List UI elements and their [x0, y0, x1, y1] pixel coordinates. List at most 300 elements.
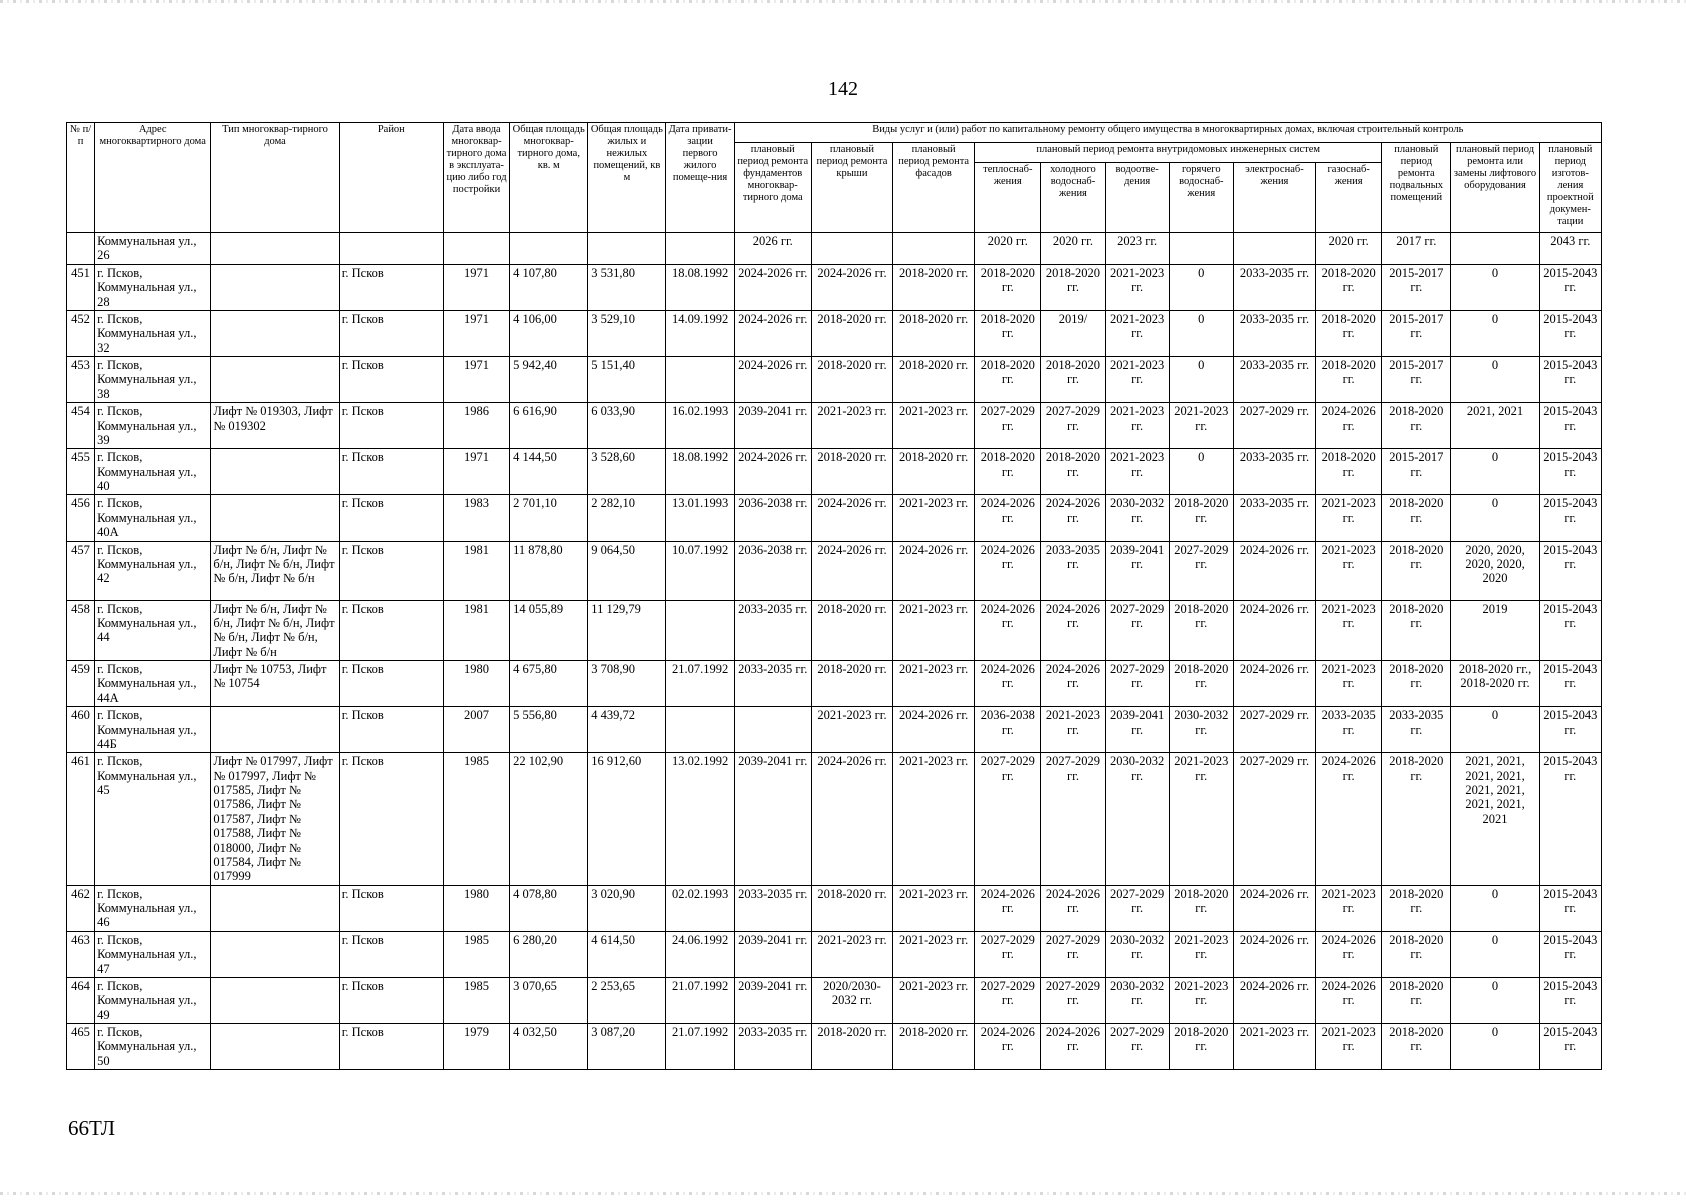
- cell-cold-water: 2027-2029 гг.: [1041, 931, 1105, 977]
- cell-design: 2015-2043 гг.: [1539, 264, 1601, 310]
- cell-foundation: 2033-2035 гг.: [734, 885, 811, 931]
- cell-facade: 2018-2020 гг.: [893, 449, 975, 495]
- cell-basement: 2018-2020 гг.: [1382, 753, 1451, 885]
- cell-gas: 2021-2023 гг.: [1316, 600, 1382, 661]
- header-drainage: водоотве-дения: [1105, 163, 1169, 233]
- cell-electric: 2024-2026 гг.: [1233, 661, 1315, 707]
- table-row: [67, 357, 1602, 403]
- cell-total-area: 4 675,80: [510, 661, 588, 707]
- cell-electric: 2033-2035 гг.: [1233, 495, 1315, 541]
- cell-design: 2015-2043 гг.: [1539, 753, 1601, 885]
- cell-num: 461: [67, 753, 95, 885]
- cell-hot-water: 2021-2023 гг.: [1169, 403, 1233, 449]
- cell-design: 2015-2043 гг.: [1539, 977, 1601, 1023]
- cell-foundation: 2036-2038 гг.: [734, 541, 811, 600]
- cell-design: 2015-2043 гг.: [1539, 661, 1601, 707]
- cell-living-area: 5 151,40: [588, 357, 666, 403]
- cell-living-area: 2 253,65: [588, 977, 666, 1023]
- table-row: [67, 885, 1602, 931]
- document-code: 66ТЛ: [68, 1116, 116, 1140]
- cell-year: 1979: [443, 1024, 509, 1070]
- cell-elevator: 2021, 2021, 2021, 2021, 2021, 2021, 2021, 2021, 2021: [1451, 753, 1539, 885]
- cell-hot-water: 2018-2020 гг.: [1169, 600, 1233, 661]
- cell-priv-date: 18.08.1992: [666, 264, 734, 310]
- cell-roof: 2024-2026 гг.: [811, 541, 892, 600]
- table-row: [67, 600, 1602, 661]
- cell-foundation: 2033-2035 гг.: [734, 1024, 811, 1070]
- header-design: плановый период изготов-ления проектной докумен-тации: [1539, 143, 1601, 233]
- cell-hot-water: 2030-2032 гг.: [1169, 707, 1233, 753]
- cell-address: г. Псков, Коммунальная ул., 32: [95, 310, 211, 356]
- header-services-group: Виды услуг и (или) работ по капитальному ремонту общего имущества в многоквартирных домах, включая строительный контроль: [734, 123, 1601, 143]
- cell-basement: 2018-2020 гг.: [1382, 403, 1451, 449]
- cell-num: 451: [67, 264, 95, 310]
- cell-gas: 2024-2026 гг.: [1316, 403, 1382, 449]
- cell-design: 2015-2043 гг.: [1539, 541, 1601, 600]
- cell-elevator: 0: [1451, 977, 1539, 1023]
- cell-foundation: 2039-2041 гг.: [734, 931, 811, 977]
- cell-foundation: 2033-2035 гг.: [734, 661, 811, 707]
- cell-drainage: 2030-2032 гг.: [1105, 931, 1169, 977]
- cell-gas: 2018-2020 гг.: [1316, 264, 1382, 310]
- header-living-area: Общая площадь жилых и нежилых помещений, кв м: [588, 123, 666, 233]
- cell-year: 1985: [443, 977, 509, 1023]
- cell-num: 459: [67, 661, 95, 707]
- cell-cold-water: 2024-2026 гг.: [1041, 885, 1105, 931]
- cell-facade: 2021-2023 гг.: [893, 977, 975, 1023]
- cell-type: Лифт № 017997, Лифт № 017997, Лифт № 017585, Лифт № 017586, Лифт № 017587, Лифт № 017588, Лифт № 018000, Лифт № 017584, Лифт № 017999: [211, 753, 339, 885]
- cell-year: 2007: [443, 707, 509, 753]
- cell-drainage: 2039-2041 гг.: [1105, 707, 1169, 753]
- cell-electric: 2033-2035 гг.: [1233, 357, 1315, 403]
- cell-hot-water: 0: [1169, 449, 1233, 495]
- cell-cold-water: 2024-2026 гг.: [1041, 661, 1105, 707]
- cell-type: Лифт № б/н, Лифт № б/н, Лифт № б/н, Лифт № б/н, Лифт № б/н: [211, 541, 339, 600]
- cell-heat: 2018-2020 гг.: [975, 264, 1041, 310]
- cell-priv-date: 21.07.1992: [666, 661, 734, 707]
- cell-basement: 2018-2020 гг.: [1382, 977, 1451, 1023]
- cell-num: 458: [67, 600, 95, 661]
- cell-type: [211, 1024, 339, 1070]
- cell-year: 1980: [443, 885, 509, 931]
- cell-electric: 2033-2035 гг.: [1233, 264, 1315, 310]
- cell-hot-water: 0: [1169, 310, 1233, 356]
- cell-heat: 2036-2038 гг.: [975, 707, 1041, 753]
- cell-elevator: 0: [1451, 264, 1539, 310]
- cell-hot-water: 2021-2023 гг.: [1169, 977, 1233, 1023]
- cell-basement: 2018-2020 гг.: [1382, 931, 1451, 977]
- cell-electric: [1233, 233, 1315, 265]
- cell-total-area: 22 102,90: [510, 753, 588, 885]
- header-total-area: Общая площадь многоквар-тирного дома, кв. м: [510, 123, 588, 233]
- header-electric: электроснаб-жения: [1233, 163, 1315, 233]
- cell-heat: 2024-2026 гг.: [975, 1024, 1041, 1070]
- cell-foundation: 2024-2026 гг.: [734, 310, 811, 356]
- cell-living-area: 4 439,72: [588, 707, 666, 753]
- header-gas: газоснаб-жения: [1316, 163, 1382, 233]
- cell-district: г. Псков: [339, 600, 443, 661]
- cell-foundation: 2024-2026 гг.: [734, 449, 811, 495]
- cell-year: 1985: [443, 753, 509, 885]
- cell-roof: 2024-2026 гг.: [811, 495, 892, 541]
- cell-roof: 2024-2026 гг.: [811, 264, 892, 310]
- capital-repair-table: [66, 122, 1602, 1070]
- cell-cold-water: 2024-2026 гг.: [1041, 495, 1105, 541]
- cell-roof: 2021-2023 гг.: [811, 707, 892, 753]
- cell-total-area: 4 144,50: [510, 449, 588, 495]
- cell-electric: 2027-2029 гг.: [1233, 403, 1315, 449]
- cell-cold-water: 2024-2026 гг.: [1041, 600, 1105, 661]
- cell-roof: 2018-2020 гг.: [811, 600, 892, 661]
- cell-living-area: 6 033,90: [588, 403, 666, 449]
- cell-hot-water: 2018-2020 гг.: [1169, 661, 1233, 707]
- cell-drainage: 2023 гг.: [1105, 233, 1169, 265]
- cell-total-area: 4 032,50: [510, 1024, 588, 1070]
- cell-hot-water: 2018-2020 гг.: [1169, 495, 1233, 541]
- cell-roof: 2021-2023 гг.: [811, 931, 892, 977]
- cell-basement: 2015-2017 гг.: [1382, 357, 1451, 403]
- cell-total-area: 4 107,80: [510, 264, 588, 310]
- table-row: [67, 707, 1602, 753]
- cell-living-area: 9 064,50: [588, 541, 666, 600]
- cell-total-area: 11 878,80: [510, 541, 588, 600]
- cell-priv-date: 02.02.1993: [666, 885, 734, 931]
- header-basement: плановый период ремонта подвальных помещений: [1382, 143, 1451, 233]
- cell-hot-water: 2021-2023 гг.: [1169, 753, 1233, 885]
- cell-priv-date: [666, 233, 734, 265]
- cell-foundation: 2024-2026 гг.: [734, 357, 811, 403]
- cell-cold-water: 2019/: [1041, 310, 1105, 356]
- cell-electric: 2027-2029 гг.: [1233, 707, 1315, 753]
- cell-elevator: [1451, 233, 1539, 265]
- cell-num: 464: [67, 977, 95, 1023]
- cell-heat: 2024-2026 гг.: [975, 600, 1041, 661]
- cell-facade: 2021-2023 гг.: [893, 495, 975, 541]
- cell-roof: 2018-2020 гг.: [811, 449, 892, 495]
- header-foundation: плановый период ремонта фундаментов многоквар-тирного дома: [734, 143, 811, 233]
- table-row: [67, 310, 1602, 356]
- cell-type: [211, 233, 339, 265]
- cell-cold-water: 2018-2020 гг.: [1041, 449, 1105, 495]
- cell-roof: 2018-2020 гг.: [811, 1024, 892, 1070]
- cell-year: 1983: [443, 495, 509, 541]
- cell-num: 453: [67, 357, 95, 403]
- header-priv-date: Дата привати-зации первого жилого помеще-ния: [666, 123, 734, 233]
- cell-total-area: 3 070,65: [510, 977, 588, 1023]
- cell-electric: 2027-2029 гг.: [1233, 753, 1315, 885]
- cell-gas: 2020 гг.: [1316, 233, 1382, 265]
- cell-drainage: 2027-2029 гг.: [1105, 661, 1169, 707]
- header-cold-water: холодного водоснаб-жения: [1041, 163, 1105, 233]
- cell-hot-water: 2021-2023 гг.: [1169, 931, 1233, 977]
- table-row: [67, 661, 1602, 707]
- cell-living-area: 4 614,50: [588, 931, 666, 977]
- cell-year: 1986: [443, 403, 509, 449]
- cell-foundation: [734, 707, 811, 753]
- cell-design: 2015-2043 гг.: [1539, 885, 1601, 931]
- cell-living-area: 3 531,80: [588, 264, 666, 310]
- cell-address: г. Псков, Коммунальная ул., 40А: [95, 495, 211, 541]
- table-row: [67, 977, 1602, 1023]
- cell-design: 2015-2043 гг.: [1539, 495, 1601, 541]
- cell-drainage: 2021-2023 гг.: [1105, 357, 1169, 403]
- cell-drainage: 2027-2029 гг.: [1105, 600, 1169, 661]
- cell-living-area: 3 708,90: [588, 661, 666, 707]
- cell-elevator: 2019: [1451, 600, 1539, 661]
- cell-basement: 2017 гг.: [1382, 233, 1451, 265]
- cell-total-area: [510, 233, 588, 265]
- table-row: [67, 931, 1602, 977]
- cell-drainage: 2027-2029 гг.: [1105, 885, 1169, 931]
- cell-address: г. Псков, Коммунальная ул., 49: [95, 977, 211, 1023]
- cell-hot-water: 2018-2020 гг.: [1169, 1024, 1233, 1070]
- cell-elevator: 0: [1451, 310, 1539, 356]
- header-heat: теплоснаб-жения: [975, 163, 1041, 233]
- scan-edge-top: [0, 0, 1686, 3]
- cell-elevator: 0: [1451, 931, 1539, 977]
- cell-cold-water: 2021-2023 гг.: [1041, 707, 1105, 753]
- carry-over-row: [67, 233, 1602, 265]
- header-facade: плановый период ремонта фасадов: [893, 143, 975, 233]
- cell-num: 454: [67, 403, 95, 449]
- cell-basement: 2018-2020 гг.: [1382, 600, 1451, 661]
- cell-basement: 2018-2020 гг.: [1382, 1024, 1451, 1070]
- cell-gas: 2018-2020 гг.: [1316, 357, 1382, 403]
- header-num: № п/п: [67, 123, 95, 233]
- cell-priv-date: [666, 357, 734, 403]
- header-systems-group: плановый период ремонта внутридомовых инженерных систем: [975, 143, 1382, 163]
- cell-hot-water: 0: [1169, 264, 1233, 310]
- cell-drainage: 2030-2032 гг.: [1105, 495, 1169, 541]
- cell-basement: 2018-2020 гг.: [1382, 495, 1451, 541]
- cell-design: 2015-2043 гг.: [1539, 449, 1601, 495]
- cell-basement: 2015-2017 гг.: [1382, 449, 1451, 495]
- cell-roof: 2018-2020 гг.: [811, 357, 892, 403]
- cell-type: [211, 449, 339, 495]
- cell-drainage: 2021-2023 гг.: [1105, 403, 1169, 449]
- cell-facade: 2018-2020 гг.: [893, 310, 975, 356]
- cell-cold-water: 2018-2020 гг.: [1041, 264, 1105, 310]
- cell-num: 452: [67, 310, 95, 356]
- cell-district: г. Псков: [339, 661, 443, 707]
- cell-electric: 2033-2035 гг.: [1233, 449, 1315, 495]
- cell-heat: 2018-2020 гг.: [975, 310, 1041, 356]
- cell-year: 1971: [443, 357, 509, 403]
- cell-heat: 2024-2026 гг.: [975, 495, 1041, 541]
- cell-year: 1980: [443, 661, 509, 707]
- cell-living-area: 3 087,20: [588, 1024, 666, 1070]
- cell-district: г. Псков: [339, 495, 443, 541]
- cell-type: [211, 264, 339, 310]
- cell-total-area: 4 106,00: [510, 310, 588, 356]
- cell-basement: 2033-2035 гг.: [1382, 707, 1451, 753]
- cell-electric: 2024-2026 гг.: [1233, 885, 1315, 931]
- cell-district: г. Псков: [339, 931, 443, 977]
- cell-roof: 2021-2023 гг.: [811, 403, 892, 449]
- cell-address: г. Псков, Коммунальная ул., 45: [95, 753, 211, 885]
- cell-facade: 2018-2020 гг.: [893, 1024, 975, 1070]
- cell-roof: 2018-2020 гг.: [811, 310, 892, 356]
- cell-electric: 2024-2026 гг.: [1233, 931, 1315, 977]
- cell-priv-date: 21.07.1992: [666, 977, 734, 1023]
- cell-facade: 2021-2023 гг.: [893, 403, 975, 449]
- cell-hot-water: [1169, 233, 1233, 265]
- cell-num: 462: [67, 885, 95, 931]
- cell-roof: [811, 233, 892, 265]
- cell-facade: 2021-2023 гг.: [893, 600, 975, 661]
- table-body: [67, 233, 1602, 1070]
- cell-district: г. Псков: [339, 449, 443, 495]
- table-row: [67, 449, 1602, 495]
- cell-address: г. Псков, Коммунальная ул., 28: [95, 264, 211, 310]
- cell-cold-water: 2027-2029 гг.: [1041, 753, 1105, 885]
- cell-gas: 2024-2026 гг.: [1316, 753, 1382, 885]
- cell-gas: 2021-2023 гг.: [1316, 1024, 1382, 1070]
- cell-living-area: 3 528,60: [588, 449, 666, 495]
- scan-edge-bottom: [0, 1192, 1686, 1195]
- cell-year: [443, 233, 509, 265]
- cell-facade: 2024-2026 гг.: [893, 707, 975, 753]
- table-row: [67, 264, 1602, 310]
- cell-district: [339, 233, 443, 265]
- cell-elevator: 2021, 2021: [1451, 403, 1539, 449]
- cell-gas: 2033-2035 гг.: [1316, 707, 1382, 753]
- cell-foundation: 2024-2026 гг.: [734, 264, 811, 310]
- cell-district: г. Псков: [339, 977, 443, 1023]
- cell-electric: 2024-2026 гг.: [1233, 541, 1315, 600]
- cell-priv-date: 14.09.1992: [666, 310, 734, 356]
- cell-district: г. Псков: [339, 403, 443, 449]
- cell-heat: 2020 гг.: [975, 233, 1041, 265]
- cell-drainage: 2027-2029 гг.: [1105, 1024, 1169, 1070]
- cell-heat: 2027-2029 гг.: [975, 753, 1041, 885]
- cell-total-area: 4 078,80: [510, 885, 588, 931]
- table-row: [67, 541, 1602, 600]
- cell-heat: 2027-2029 гг.: [975, 403, 1041, 449]
- cell-design: 2015-2043 гг.: [1539, 931, 1601, 977]
- cell-living-area: 2 282,10: [588, 495, 666, 541]
- cell-address: г. Псков, Коммунальная ул., 44: [95, 600, 211, 661]
- cell-heat: 2027-2029 гг.: [975, 977, 1041, 1023]
- cell-design: 2043 гг.: [1539, 233, 1601, 265]
- cell-basement: 2018-2020 гг.: [1382, 885, 1451, 931]
- cell-gas: 2021-2023 гг.: [1316, 885, 1382, 931]
- cell-heat: 2018-2020 гг.: [975, 357, 1041, 403]
- cell-gas: 2021-2023 гг.: [1316, 541, 1382, 600]
- cell-type: [211, 495, 339, 541]
- cell-cold-water: 2027-2029 гг.: [1041, 403, 1105, 449]
- cell-drainage: 2021-2023 гг.: [1105, 310, 1169, 356]
- cell-foundation: 2039-2041 гг.: [734, 403, 811, 449]
- cell-foundation: 2039-2041 гг.: [734, 753, 811, 885]
- cell-drainage: 2030-2032 гг.: [1105, 753, 1169, 885]
- cell-living-area: 3 020,90: [588, 885, 666, 931]
- cell-heat: 2024-2026 гг.: [975, 541, 1041, 600]
- cell-heat: 2027-2029 гг.: [975, 931, 1041, 977]
- cell-num: 460: [67, 707, 95, 753]
- cell-num: 456: [67, 495, 95, 541]
- cell-design: 2015-2043 гг.: [1539, 357, 1601, 403]
- cell-cold-water: 2020 гг.: [1041, 233, 1105, 265]
- cell-facade: 2024-2026 гг.: [893, 541, 975, 600]
- cell-cold-water: 2018-2020 гг.: [1041, 357, 1105, 403]
- cell-priv-date: 16.02.1993: [666, 403, 734, 449]
- cell-num: 463: [67, 931, 95, 977]
- cell-hot-water: 2018-2020 гг.: [1169, 885, 1233, 931]
- cell-type: Лифт № б/н, Лифт № б/н, Лифт № б/н, Лифт № б/н, Лифт № б/н, Лифт № б/н: [211, 600, 339, 661]
- cell-address: г. Псков, Коммунальная ул., 44А: [95, 661, 211, 707]
- cell-address: г. Псков, Коммунальная ул., 44Б: [95, 707, 211, 753]
- cell-total-area: 5 942,40: [510, 357, 588, 403]
- cell-electric: 2021-2023 гг.: [1233, 1024, 1315, 1070]
- cell-drainage: 2030-2032 гг.: [1105, 977, 1169, 1023]
- cell-facade: 2018-2020 гг.: [893, 264, 975, 310]
- header-address: Адрес многоквартирного дома: [95, 123, 211, 233]
- header-type: Тип многоквар-тирного дома: [211, 123, 339, 233]
- cell-elevator: 0: [1451, 495, 1539, 541]
- cell-foundation: 2026 гг.: [734, 233, 811, 265]
- page-number: 142: [828, 78, 858, 100]
- cell-priv-date: 13.02.1992: [666, 753, 734, 885]
- table-row: [67, 1024, 1602, 1070]
- cell-facade: 2021-2023 гг.: [893, 661, 975, 707]
- table-row: [67, 495, 1602, 541]
- cell-type: [211, 977, 339, 1023]
- cell-address: г. Псков, Коммунальная ул., 38: [95, 357, 211, 403]
- cell-living-area: 11 129,79: [588, 600, 666, 661]
- cell-address: Коммунальная ул., 26: [95, 233, 211, 265]
- cell-address: г. Псков, Коммунальная ул., 47: [95, 931, 211, 977]
- cell-total-area: 14 055,89: [510, 600, 588, 661]
- cell-elevator: 2020, 2020, 2020, 2020, 2020: [1451, 541, 1539, 600]
- cell-basement: 2018-2020 гг.: [1382, 541, 1451, 600]
- cell-elevator: 2018-2020 гг., 2018-2020 гг.: [1451, 661, 1539, 707]
- cell-address: г. Псков, Коммунальная ул., 39: [95, 403, 211, 449]
- cell-facade: [893, 233, 975, 265]
- cell-year: 1971: [443, 310, 509, 356]
- cell-type: Лифт № 10753, Лифт № 10754: [211, 661, 339, 707]
- cell-district: г. Псков: [339, 885, 443, 931]
- cell-gas: 2021-2023 гг.: [1316, 495, 1382, 541]
- cell-type: [211, 357, 339, 403]
- header-district: Район: [339, 123, 443, 233]
- cell-total-area: 2 701,10: [510, 495, 588, 541]
- table-row: [67, 403, 1602, 449]
- cell-priv-date: 18.08.1992: [666, 449, 734, 495]
- cell-elevator: 0: [1451, 357, 1539, 403]
- cell-address: г. Псков, Коммунальная ул., 42: [95, 541, 211, 600]
- cell-design: 2015-2043 гг.: [1539, 310, 1601, 356]
- cell-address: г. Псков, Коммунальная ул., 50: [95, 1024, 211, 1070]
- cell-cold-water: 2033-2035 гг.: [1041, 541, 1105, 600]
- cell-electric: 2024-2026 гг.: [1233, 977, 1315, 1023]
- cell-basement: 2015-2017 гг.: [1382, 310, 1451, 356]
- header-elevator: плановый период ремонта или замены лифтового оборудования: [1451, 143, 1539, 233]
- cell-hot-water: 2027-2029 гг.: [1169, 541, 1233, 600]
- cell-drainage: 2021-2023 гг.: [1105, 264, 1169, 310]
- header-year: Дата ввода многоквар-тирного дома в эксплуата-цию либо год постройки: [443, 123, 509, 233]
- cell-year: 1971: [443, 449, 509, 495]
- cell-foundation: 2036-2038 гг.: [734, 495, 811, 541]
- cell-cold-water: 2027-2029 гг.: [1041, 977, 1105, 1023]
- cell-address: г. Псков, Коммунальная ул., 40: [95, 449, 211, 495]
- cell-foundation: 2039-2041 гг.: [734, 977, 811, 1023]
- cell-district: г. Псков: [339, 310, 443, 356]
- cell-gas: 2021-2023 гг.: [1316, 661, 1382, 707]
- cell-year: 1985: [443, 931, 509, 977]
- cell-district: г. Псков: [339, 753, 443, 885]
- cell-num: [67, 233, 95, 265]
